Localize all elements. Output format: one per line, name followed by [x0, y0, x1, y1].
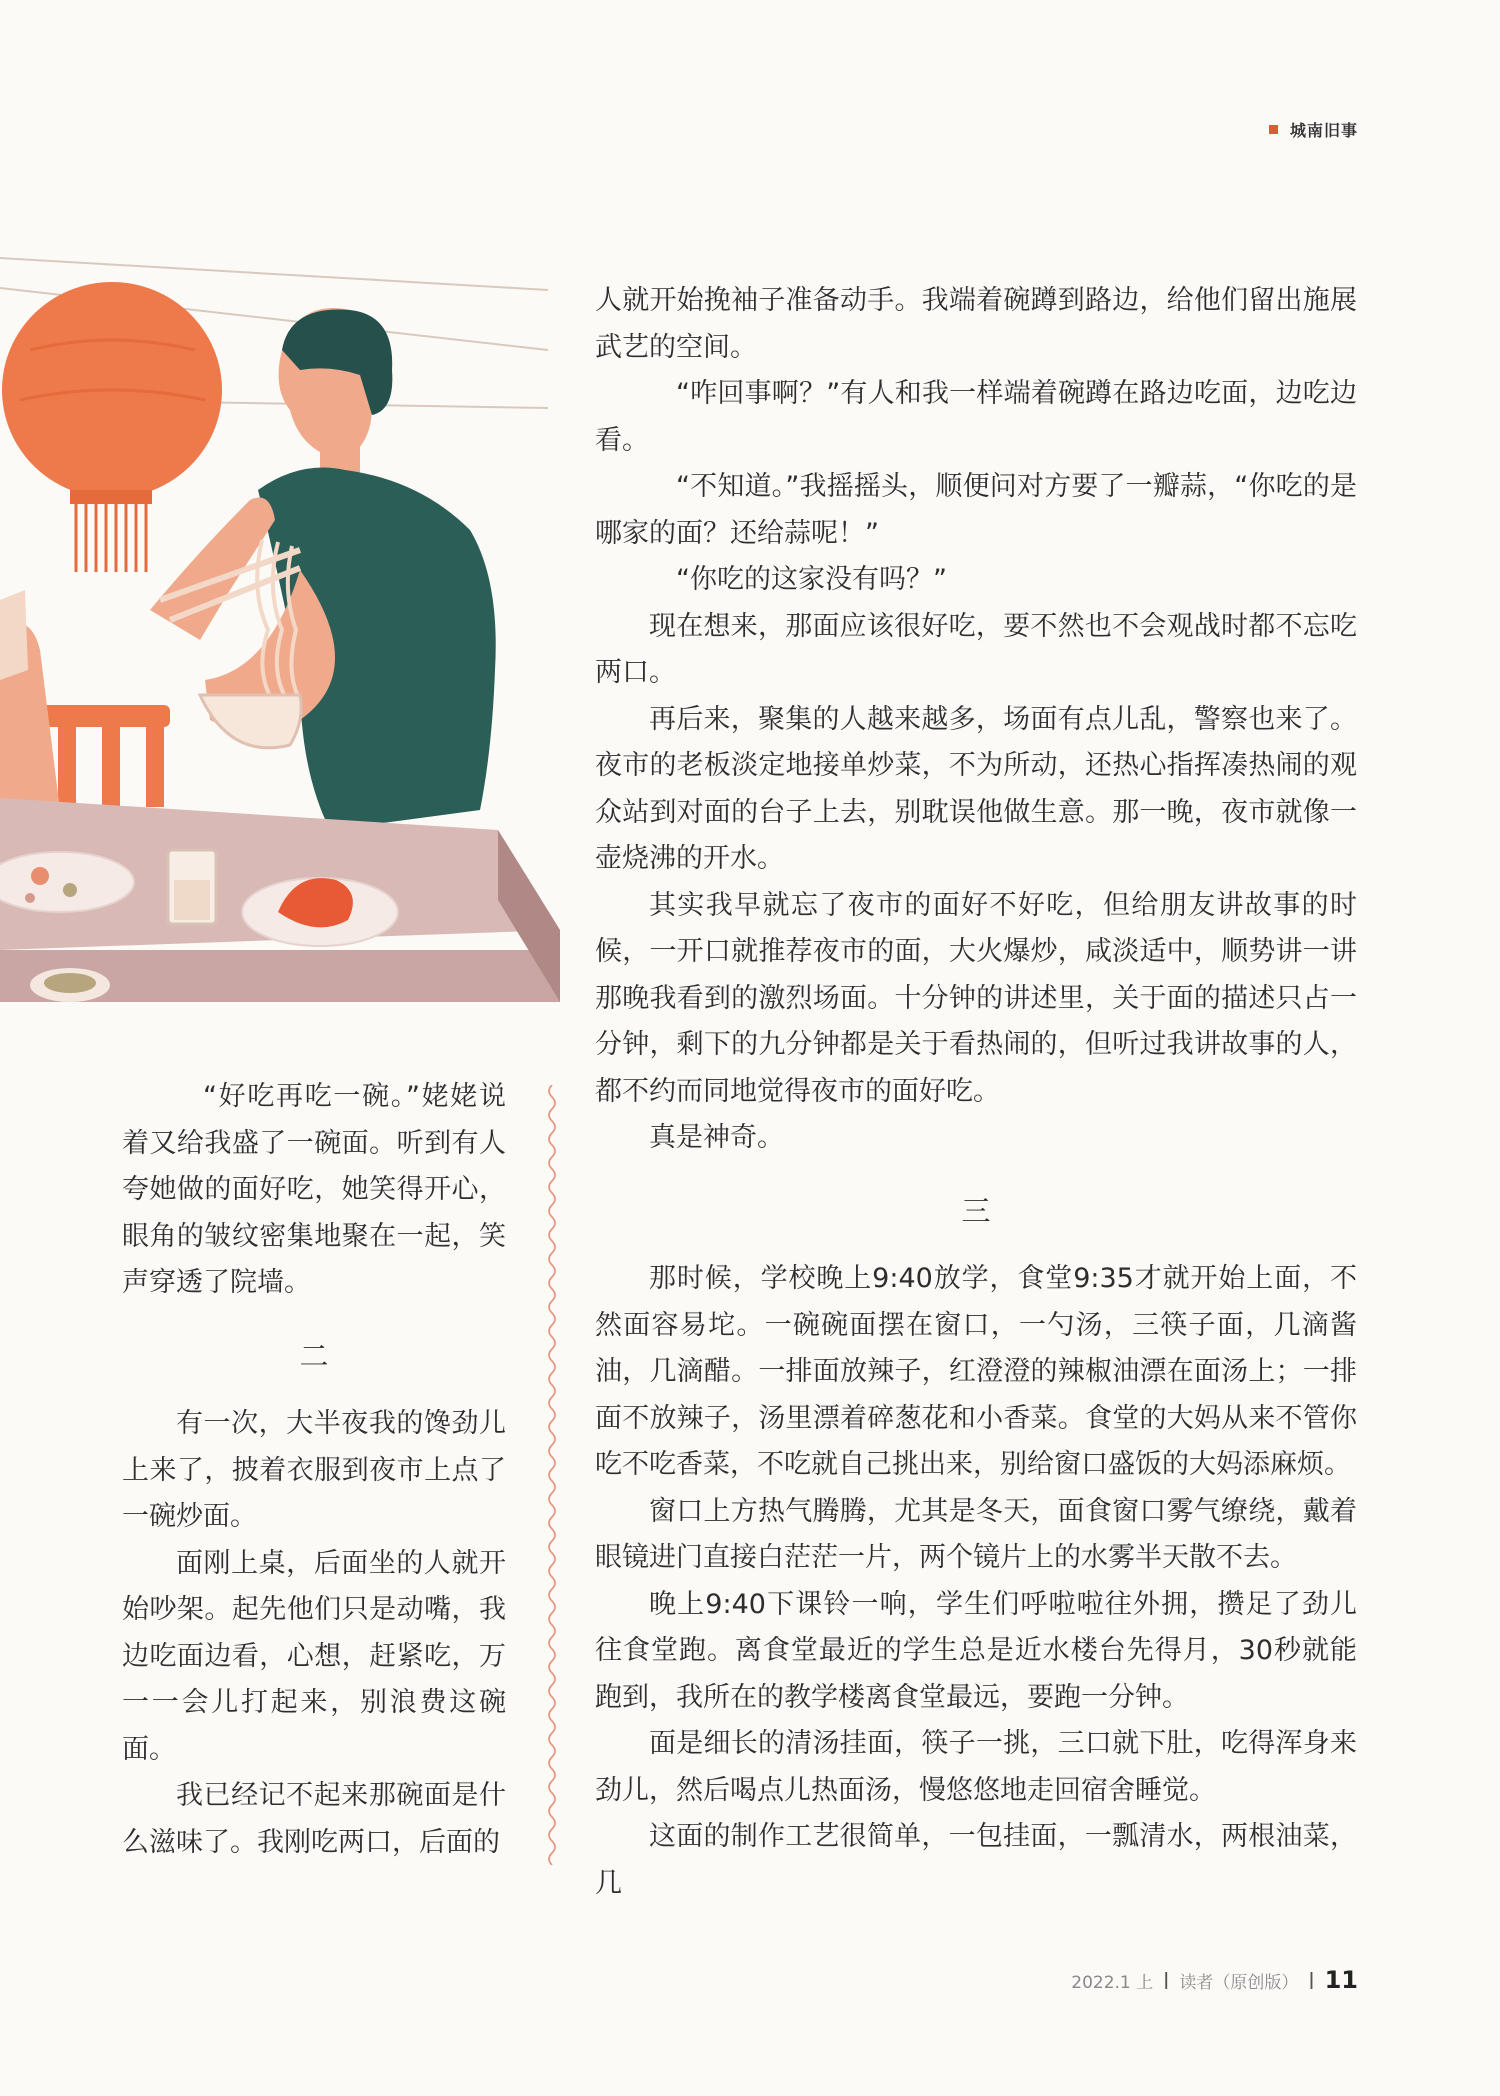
- paragraph: 窗口上方热气腾腾，尤其是冬天，面食窗口雾气缭绕，戴着眼镜进门直接白茫茫一片，两个镜片上的水雾半天散不去。: [595, 1495, 1357, 1573]
- paragraph: 有一次，大半夜我的馋劲儿上来了，披着衣服到夜市上点了一碗炒面。: [122, 1408, 506, 1532]
- paragraph: 再后来，聚集的人越来越多，场面有点儿乱，警察也来了。夜市的老板淡定地接单炒菜，不为所动，还热心指挥凑热闹的观众站到对面的台子上去，别耽误他做生意。那一晚，夜市就像一壶烧沸的开水。: [595, 703, 1357, 874]
- paragraph: 这面的制作工艺很简单，一包挂面，一瓢清水，两根油菜，几: [595, 1821, 1357, 1899]
- footer-separator: |: [1308, 1970, 1315, 1990]
- page-number: 11: [1324, 1966, 1358, 1994]
- paragraph: “咋回事啊？”有人和我一样端着碗蹲在路边吃面，边吃边看。: [595, 378, 1357, 456]
- paragraph: “好吃再吃一碗。”姥姥说着又给我盛了一碗面。听到有人夸她做的面好吃，她笑得开心，眼角的皱纹密集地聚在一起，笑声穿透了院墙。: [122, 1081, 506, 1298]
- left-column: [122, 1074, 506, 1866]
- illustration-night-market: [0, 250, 560, 1002]
- paragraph: 我已经记不起来那碗面是什么滋味了。我刚吃两口，后面的: [122, 1780, 506, 1858]
- chair-icon: [40, 705, 170, 807]
- column-divider: [545, 1085, 559, 1865]
- paragraph: 其实我早就忘了夜市的面好不好吃，但给朋友讲故事的时候，一开口就推荐夜市的面，大火爆炒，咸淡适中，顺势讲一讲那晚我看到的激烈场面。十分钟的讲述里，关于面的描述只占一分钟，剩下的九分钟都是关于看热闹的，但听过我讲故事的人，都不约而同地觉得夜市的面好吃。: [595, 889, 1357, 1107]
- section-heading-three: 三: [961, 1193, 991, 1228]
- paragraph: 现在想来，那面应该很好吃，要不然也不会观战时都不忘吃两口。: [595, 610, 1357, 688]
- paragraph: “你吃的这家没有吗？”: [676, 564, 947, 595]
- paragraph: 面是细长的清汤挂面，筷子一挑，三口就下肚，吃得浑身来劲儿，然后喝点儿热面汤，慢悠悠地走回宿舍睡觉。: [595, 1728, 1357, 1806]
- table-icon: [0, 798, 560, 1002]
- right-column: [595, 278, 1357, 1907]
- lantern-icon: [2, 282, 222, 572]
- magazine-name: 读者（原创版）: [1179, 1972, 1299, 1993]
- page-footer: [1071, 1966, 1358, 1994]
- paragraph: “不知道。”我摇摇头，顺便问对方要了一瓣蒜，“你吃的是哪家的面？还给蒜呢！”: [595, 471, 1357, 549]
- paragraph-continuation: 人就开始挽袖子准备动手。我端着碗蹲到路边，给他们留出施展武艺的空间。: [595, 285, 1357, 363]
- paragraph: 那时候，学校晚上9:40放学，食堂9:35才就开始上面，不然面容易坨。一碗碗面摆在窗口，一勺汤，三筷子面，几滴酱油，几滴醋。一排面放辣子，红澄澄的辣椒油漂在面汤上；一排面不放辣子，汤里漂着碎葱花和小香菜。食堂的大妈从来不管你吃不吃香菜，不吃就自己挑出来，别给窗口盛饭的大妈添麻烦。: [595, 1263, 1357, 1480]
- section-heading-two: 二: [299, 1338, 329, 1373]
- paragraph: 晚上9:40下课铃一响，学生们呼啦啦往外拥，攒足了劲儿往食堂跑。离食堂最近的学生总是近水楼台先得月，30秒就能跑到，我所在的教学楼离食堂最远，要跑一分钟。: [595, 1588, 1357, 1713]
- section-tag-square: [1269, 125, 1278, 134]
- paragraph: 面刚上桌，后面坐的人就开始吵架。起先他们只是动嘴，我边吃面边看，心想，赶紧吃，万一一会儿打起来，别浪费这碗面。: [122, 1547, 506, 1765]
- paragraph: 真是神奇。: [649, 1122, 784, 1153]
- section-tag: [1269, 118, 1358, 141]
- footer-separator: |: [1163, 1970, 1170, 1990]
- issue-label: 2022.1 上: [1071, 1972, 1154, 1993]
- section-title: 城南旧事: [1289, 121, 1358, 140]
